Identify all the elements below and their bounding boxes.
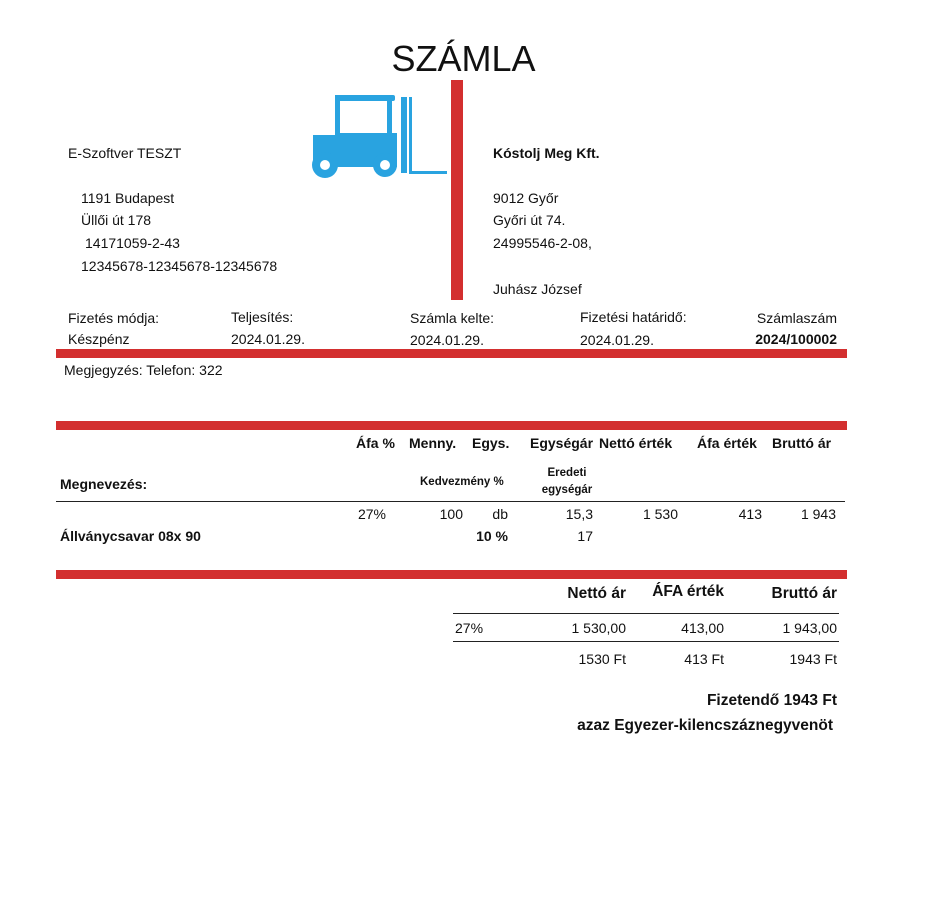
item-vat-value: 413 [738,506,762,522]
meta-divider [56,349,847,358]
buyer-zip-city: 9012 Győr [493,190,559,206]
due-date-label: Fizetési határidő: [580,309,687,325]
col-vat-value: Áfa érték [697,435,757,451]
seller-zip-city: 1191 Budapest [81,190,175,206]
buyer-contact: Juhász József [493,281,582,297]
item-vat-rate: 27% [357,506,386,522]
items-bottom-divider [56,570,847,579]
summary-gross-ft: 1943 Ft [789,651,837,667]
seller-name: E-Szoftver TESZT [68,145,182,161]
item-unit-price: 15,3 [565,506,593,522]
col-unit-price: Egységár [530,435,594,451]
item-quantity: 100 [439,506,463,522]
item-net-value: 1 530 [642,506,678,522]
summary-net: 1 530,00 [571,620,626,636]
summary-net-ft: 1530 Ft [578,651,626,667]
col-unit: Egys. [472,435,510,451]
col-discount: Kedvezmény % [420,476,504,488]
item-unit: db [492,506,508,522]
col-net-value: Nettó érték [599,435,673,451]
buyer-name: Kóstolj Meg Kft. [493,145,600,161]
summary-header-line [453,613,839,614]
item-name: Állványcsavar 08x 90 [60,528,201,544]
item-gross: 1 943 [800,506,836,522]
invoice-title: SZÁMLA [391,38,536,79]
invoice-number-label: Számlaszám [756,310,837,326]
item-discount: 10 % [476,528,508,544]
summary-net-label: Nettó ár [567,585,626,602]
invoice-number-value: 2024/100002 [755,331,837,347]
summary-rate: 27% [455,620,484,636]
payable-in-words: azaz Egyezer-kilencszáznegyvenöt [577,717,833,734]
col-gross: Bruttó ár [772,435,832,451]
items-header-line [56,501,845,502]
fulfilment-label: Teljesítés: [231,309,294,325]
summary-vat: 413,00 [681,620,724,636]
col-original-price-line2: egységár [541,484,593,496]
buyer-tax-id: 24995546-2-08, [493,235,592,251]
summary-vat-ft: 413 Ft [684,651,724,667]
due-date-value: 2024.01.29. [580,332,654,348]
summary-total-line [453,641,839,642]
items-top-divider [56,421,847,430]
col-quantity: Menny. [409,435,457,451]
item-original-price: 17 [577,528,593,544]
payable-total: Fizetendő 1943 Ft [706,692,837,709]
seller-street: Üllői út 178 [81,212,152,228]
issue-date-label: Számla kelte: [410,310,495,326]
col-name: Megnevezés: [60,476,148,492]
payment-method-label: Fizetés módja: [68,310,160,326]
vertical-divider [451,80,463,300]
fulfilment-value: 2024.01.29. [231,331,305,347]
seller-bank-account: 12345678-12345678-12345678 [81,258,278,274]
note-text: Megjegyzés: Telefon: 322 [64,362,223,378]
buyer-street: Győri út 74. [493,212,566,228]
summary-vat-label: ÁFA érték [652,583,724,600]
col-original-price-line1: Eredeti [547,467,587,479]
summary-gross: 1 943,00 [782,620,837,636]
summary-gross-label: Bruttó ár [771,585,837,602]
payment-method-value: Készpénz [68,331,130,347]
col-vat-rate: Áfa % [356,435,395,451]
forklift-icon [305,93,450,183]
issue-date-value: 2024.01.29. [410,332,484,348]
seller-tax-id: 14171059-2-43 [85,235,180,251]
